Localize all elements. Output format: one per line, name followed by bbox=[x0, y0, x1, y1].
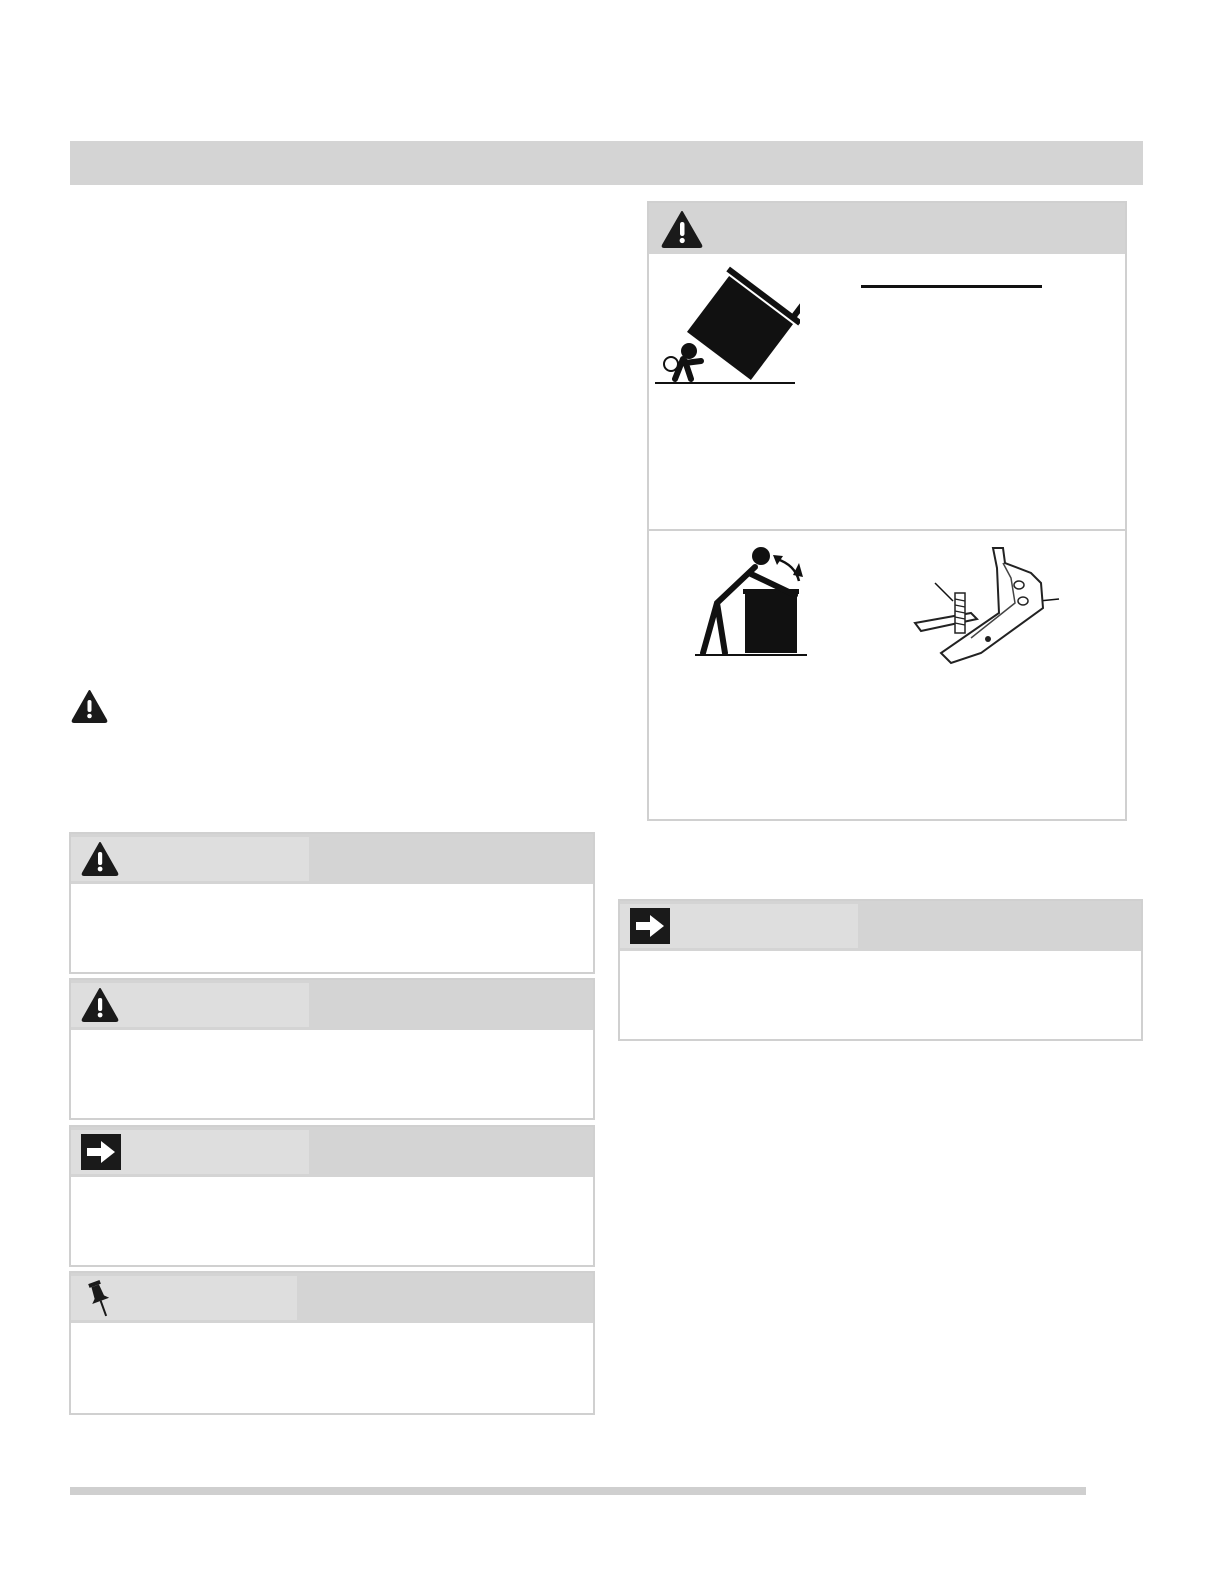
important-notice-box bbox=[618, 899, 1143, 1041]
warning-triangle-icon bbox=[661, 210, 703, 253]
notice-header bbox=[620, 901, 1141, 951]
section-header-bar bbox=[70, 141, 1143, 185]
anti-tip-bracket-illustration bbox=[911, 543, 1061, 678]
panel-divider bbox=[649, 529, 1125, 531]
pushpin-icon bbox=[85, 1279, 115, 1324]
panel-header bbox=[649, 203, 1125, 254]
caution-notice-box bbox=[69, 978, 595, 1120]
notice-header bbox=[71, 834, 593, 884]
title-underline bbox=[861, 285, 1042, 288]
warning-triangle-icon bbox=[81, 841, 119, 881]
arrow-right-icon bbox=[630, 908, 670, 949]
important-notice-box bbox=[69, 1125, 595, 1267]
warning-notice-box bbox=[69, 832, 595, 974]
note-notice-box bbox=[69, 1271, 595, 1415]
arrow-right-icon bbox=[81, 1134, 121, 1175]
verify-anti-tip-bracket-illustration bbox=[695, 543, 815, 663]
notice-header bbox=[71, 1127, 593, 1177]
range-tip-over-child-illustration bbox=[655, 263, 800, 393]
anti-tip-warning-panel bbox=[647, 201, 1127, 821]
notice-header bbox=[71, 1273, 593, 1323]
warning-triangle-icon bbox=[81, 987, 119, 1027]
footer-rule bbox=[70, 1487, 1086, 1495]
notice-header bbox=[71, 980, 593, 1030]
warning-triangle-icon bbox=[71, 689, 108, 723]
